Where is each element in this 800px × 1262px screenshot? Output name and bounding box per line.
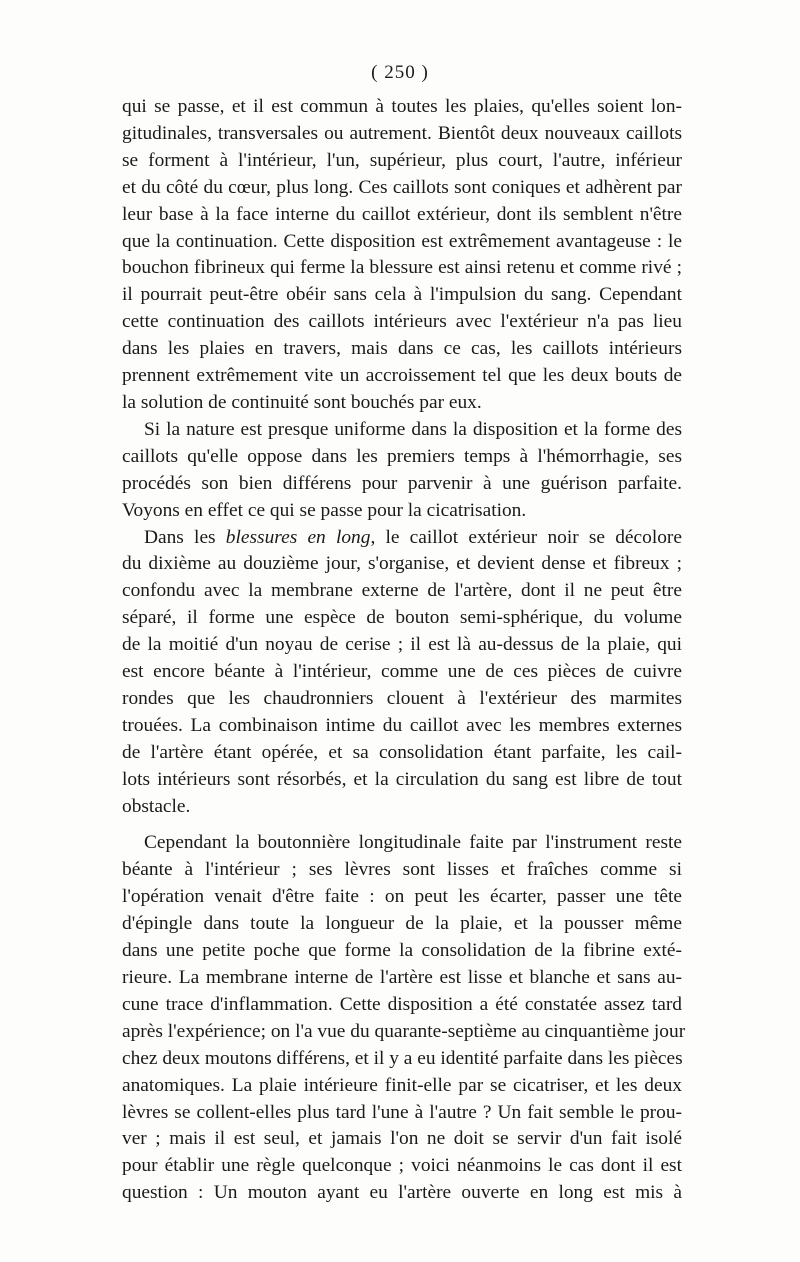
text-line: se forment à l'intérieur, l'un, supérieur, plus court, l'autre, inférieur <box>122 149 682 171</box>
text-line: leur base à la face interne du caillot extérieur, dont ils semblent n'être <box>122 203 682 225</box>
paragraph-2 <box>122 417 682 525</box>
text-line: rieure. La membrane interne de l'artère est lisse et blanche et sans au- <box>122 967 682 988</box>
text-line: ver ; mais il est seul, et jamais l'on ne doit se servir d'un fait isolé <box>122 1128 682 1150</box>
lead-text: Dans les <box>144 526 226 548</box>
paragraph-4 <box>122 830 686 1207</box>
paragraph-3 <box>122 525 682 821</box>
text-line: du dixième au douzième jour, s'organise, et devient dense et fibreux ; <box>122 553 682 575</box>
text-line: pour établir une règle quelconque ; voici néanmoins le cas dont il est <box>122 1155 682 1177</box>
text-line: Voyons en effet ce qui se passe pour la cicatrisation. <box>122 499 527 521</box>
text-line: dans les plaies en travers, mais dans ce cas, les caillots intérieurs <box>122 338 682 360</box>
text-line: il pourrait peut-être obéir sans cela à l'impulsion du sang. Cependant <box>122 284 682 306</box>
text-line: Si la nature est presque uniforme dans la disposition et la forme des <box>144 418 682 440</box>
text-line: question : Un mouton ayant eu l'artère ouverte en long est mis à <box>122 1182 682 1204</box>
text-line: rondes que les chaudronniers clouent à l'extérieur des marmites <box>122 687 682 709</box>
text-line: qui se passe, et il est commun à toutes les plaies, qu'elles soient lon- <box>122 96 682 117</box>
text-line: confondu avec la membrane externe de l'artère, dont il ne peut être <box>122 580 682 602</box>
text-line: dans une petite poche que forme la consolidation de la fibrine exté- <box>122 940 682 962</box>
paragraph-1 <box>122 94 682 417</box>
text-line: après l'expérience; on l'a vue du quarante-septième au cinquantième jour <box>122 1020 686 1042</box>
text-line: chez deux moutons différens, et il y a eu identité parfaite dans les pièces <box>122 1047 683 1069</box>
text-line: gitudinales, transversales ou autrement. Bientôt deux nouveaux caillots <box>122 122 682 144</box>
text-line: trouées. La combinaison intime du caillot avec les membres externes <box>122 714 682 736</box>
text-line: est encore béante à l'intérieur, comme une de ces pièces de cuivre <box>122 661 682 683</box>
body-text <box>122 94 686 1207</box>
text-line: de l'artère étant opérée, et sa consolidation étant parfaite, les cail- <box>122 741 682 763</box>
text-line: lots intérieurs sont résorbés, et la circulation du sang est libre de tout <box>122 768 682 790</box>
text-line: béante à l'intérieur ; ses lèvres sont lisses et fraîches comme si <box>122 859 682 881</box>
text-line: caillots qu'elle oppose dans les premiers temps à l'hémorrhagie, ses <box>122 445 682 467</box>
text-line: lèvres se collent-elles plus tard l'une à l'autre ? Un fait semble le prou- <box>122 1101 682 1123</box>
text-line: procédés son bien différens pour parvenir à une guérison parfaite. <box>122 472 682 494</box>
text-line: cune trace d'inflammation. Cette disposition a été constatée assez tard <box>122 993 682 1015</box>
text-line: anatomiques. La plaie intérieure finit-elle par se cicatriser, et les deux <box>122 1074 682 1096</box>
lead-rest-text: , le caillot extérieur noir se décolore <box>370 526 682 548</box>
text-line: de la moitié d'un noyau de cerise ; il est là au-dessus de la plaie, qui <box>122 634 682 656</box>
text-line: bouchon fibrineux qui ferme la blessure est ainsi retenu et comme rivé ; <box>122 257 682 279</box>
text-line: prennent extrêmement vite un accroissement tel que les deux bouts de <box>122 365 682 387</box>
text-line: l'opération venait d'être faite : on peut les écarter, passer une tête <box>122 886 682 908</box>
text-line: Cependant la boutonnière longitudinale faite par l'instrument reste <box>144 832 682 854</box>
text-line: et du côté du cœur, plus long. Ces caillots sont coniques et adhèrent par <box>122 176 682 198</box>
text-line: séparé, il forme une espèce de bouton semi-sphérique, du volume <box>122 607 682 629</box>
text-line: la solution de continuité sont bouchés par eux. <box>122 391 482 413</box>
text-line-lead <box>122 525 682 552</box>
text-line: d'épingle dans toute la longueur de la plaie, et la pousser même <box>122 913 682 935</box>
emphasis-text: blessures en long <box>225 526 371 548</box>
text-line: cette continuation des caillots intérieurs avec l'extérieur n'a pas lieu <box>122 311 682 333</box>
text-line: obstacle. <box>122 795 191 817</box>
page-number: ( 250 ) <box>371 62 429 83</box>
text-line: que la continuation. Cette disposition est extrêmement avantageuse : le <box>122 230 682 252</box>
